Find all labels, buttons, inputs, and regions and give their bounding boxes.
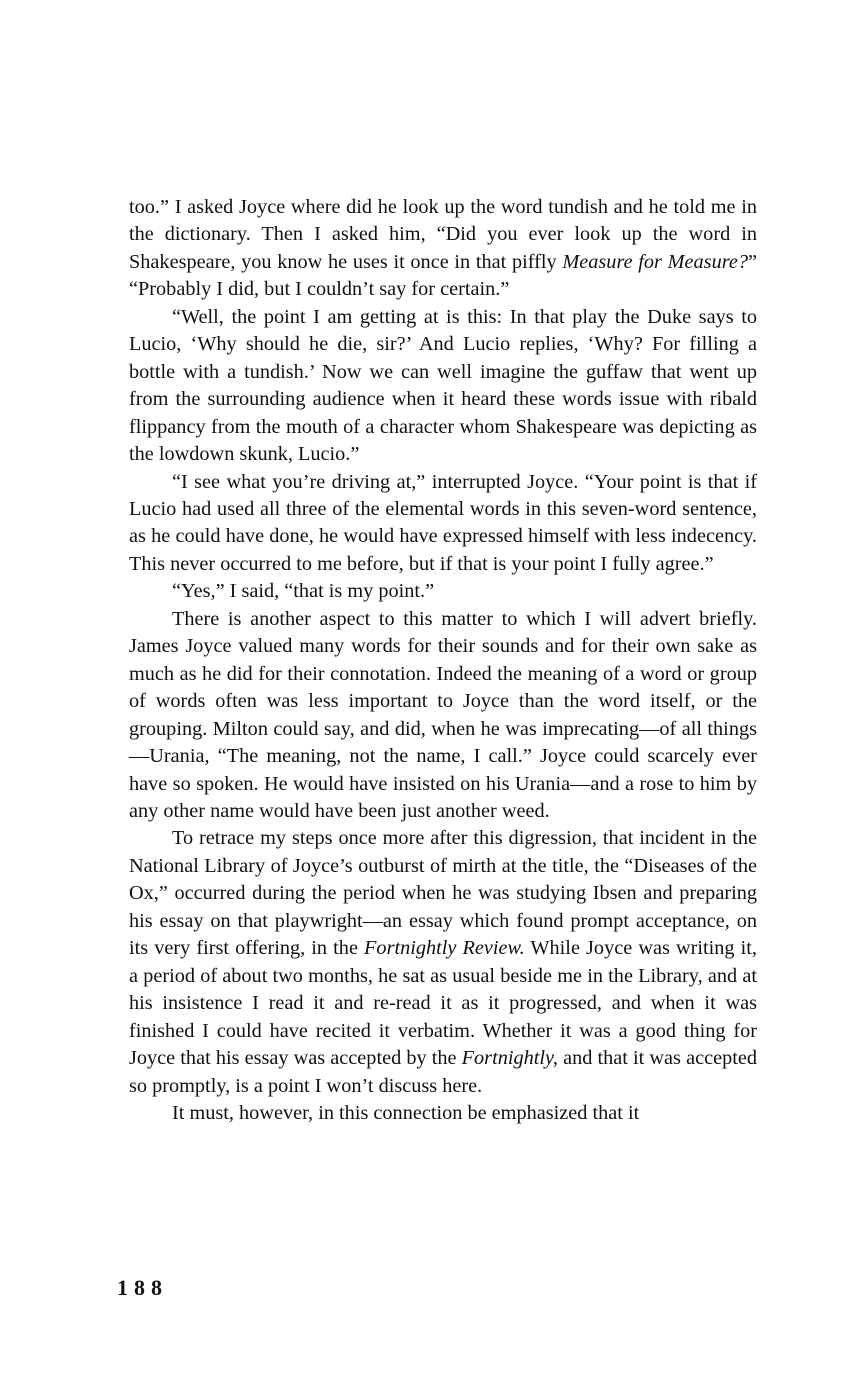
text-run: While Joyce was writing it, a period of about two months, he sat as usual beside me in the Library, and at his insistence I read it and re-read it as it progressed, and when it was finished I could have recited it verbatim. Whether it was a good thing for Joyce that his essay was accepted by the	[129, 937, 757, 1070]
paragraph	[129, 606, 757, 826]
text-run: To retrace my steps once more after this digression, that incident in the National Library of Joyce’s outburst of mirth at the title, the “Diseases of the Ox,” occurred during the period when he was studying Ibsen and preparing his essay on that playwright—an essay which found prompt acceptance, on its very first offering, in the	[129, 827, 757, 960]
page-number: 188	[117, 1275, 168, 1300]
text-run: too.” I asked Joyce where did he look up the word tundish and he told me in the dictionary. Then I asked him, “Did you ever look up the word in Shakespeare, you know he uses it once in that piffly	[129, 196, 757, 273]
text-run: “Yes,” I said, “that is my point.”	[172, 580, 435, 603]
paragraph	[129, 304, 757, 469]
text-run: “I see what you’re driving at,” interrupted Joyce. “Your point is that if Lucio had used all three of the elemental words in this seven-word sentence, as he could have done, he would have expressed himself with less indecency. This never occurred to me before, but if that is your point I fully agree.”	[129, 470, 757, 575]
text-run: It must, however, in this connection be emphasized that it	[172, 1101, 640, 1124]
paragraph	[129, 825, 757, 1100]
text-run: and that it was accepted so promptly, is a point I won’t discuss here.	[129, 1047, 757, 1097]
body-text	[129, 194, 757, 1127]
paragraph	[129, 1100, 757, 1127]
italic-title: Fortnightly Review.	[364, 937, 525, 960]
paragraph	[129, 194, 757, 304]
text-run: “Well, the point I am getting at is this: In that play the Duke says to Lucio, ‘Why should he die, sir?’ And Lucio replies, ‘Why? For filling a bottle with a tundish.’ Now we can well imagine the guffaw that went up from the surrounding audience when it heard these words issue with ribald flippancy from the mouth of a character whom Shakespeare was depicting as the lowdown skunk, Lucio.”	[129, 305, 757, 466]
italic-title: Fortnightly,	[461, 1047, 558, 1070]
italic-title: Measure for Measure?	[562, 250, 748, 273]
paragraph	[129, 469, 757, 579]
text-run: There is another aspect to this matter to which I will advert briefly. James Joyce valued many words for their sounds and for their own sake as much as he did for their connotation. Indeed the meaning of a word or group of words often was less important to Joyce than the word itself, or the grouping. Milton could say, and did, when he was imprecating—of all things—Urania, “The meaning, not the name, I call.” Joyce could scarcely ever have so spoken. He would have insisted on his Urania—and a rose to him by any other name would have been just another weed.	[129, 607, 757, 822]
paragraph	[129, 578, 757, 605]
text-run: ” “Probably I did, but I couldn’t say for certain.”	[129, 250, 758, 301]
